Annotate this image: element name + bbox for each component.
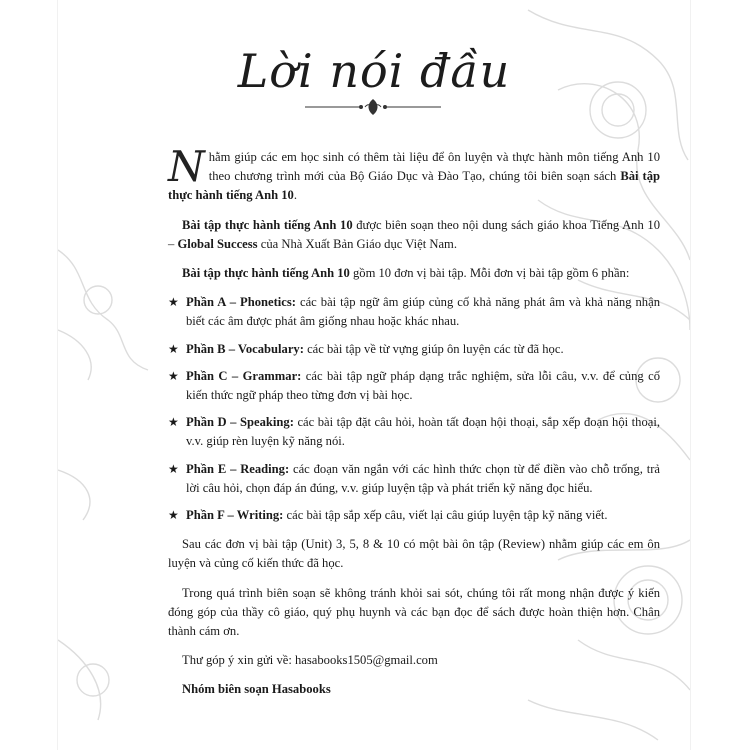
star-icon: ★ xyxy=(168,341,179,356)
star-icon: ★ xyxy=(168,368,179,383)
feedback-paragraph: Trong quá trình biên soạn sẽ không tránh khỏi sai sót, chúng tôi rất mong nhận được ý kiến đóng góp của thầy cô giáo, quý phụ huynh và các bạn đọc để sách được hoàn thiện hơn. Chân thành cám ơn. xyxy=(168,585,660,639)
review-paragraph: Sau các đơn vị bài tập (Unit) 3, 5, 8 & 10 có một bài ôn tập (Review) nhằm giúp các em ôn luyện và củng cố kiến thức đã học. xyxy=(168,537,660,571)
parts-list xyxy=(168,293,660,525)
source-paragraph: Bài tập thực hành tiếng Anh 10 được biên soạn theo nội dung sách giáo khoa Tiếng Anh 10 – Global Success của Nhà Xuất Bản Giáo dục Việt Nam. xyxy=(168,217,660,251)
intro-paragraph: Nhằm giúp các em học sinh có thêm tài liệu để ôn luyện và thực hành môn tiếng Anh 10 theo chương trình mới của Bộ Giáo Dục và Đào Tạo, chúng tôi biên soạn sách Bài tập thực hành tiếng Anh 10. xyxy=(168,142,660,203)
structure-paragraph: Bài tập thực hành tiếng Anh 10 gồm 10 đơn vị bài tập. Mỗi đơn vị bài tập gồm 6 phần: xyxy=(182,266,630,281)
book-title: Bài tập thực hành tiếng Anh 10 xyxy=(168,169,660,203)
list-item: ★ Phần E – Reading: các đoạn văn ngắn với các hình thức chọn từ để điền vào chỗ trống, trả lời câu hỏi, chọn đáp án đúng, v.v. giúp luyện tập và phát triển kỹ năng đọc hiểu. xyxy=(168,461,660,495)
list-item: ★ Phần C – Grammar: các bài tập ngữ pháp dạng trắc nghiệm, sửa lỗi câu, v.v. để củng cố kiến thức ngữ pháp theo từng đơn vị bài học. xyxy=(168,368,660,403)
list-item: ★ Phần B – Vocabulary: các bài tập về từ vựng giúp ôn luyện các từ đã học. xyxy=(168,340,660,359)
preface-body xyxy=(168,142,660,710)
star-icon: ★ xyxy=(168,295,179,310)
book-page xyxy=(58,0,690,750)
fleuron-divider-icon xyxy=(303,96,443,118)
star-icon: ★ xyxy=(168,461,179,476)
drop-cap: N xyxy=(168,142,205,191)
star-icon: ★ xyxy=(168,415,179,430)
list-item: ★ Phần A – Phonetics: các bài tập ngữ âm giúp củng cố khả năng phát âm và khả năng nhận biết các âm được phát âm giống nhau hoặc khác nhau. xyxy=(168,295,660,329)
star-icon: ★ xyxy=(168,508,179,523)
list-item: ★ Phần D – Speaking: các bài tập đặt câu hỏi, hoàn tất đoạn hội thoại, sắp xếp đoạn hội thoại, v.v. giúp rèn luyện kỹ năng nói. xyxy=(168,415,660,449)
contact-line: Thư góp ý xin gửi về: hasabooks1505@gmail.com xyxy=(182,653,438,668)
list-item: ★ Phần F – Writing: các bài tập sắp xếp câu, viết lại câu giúp luyện tập kỹ năng viết. xyxy=(168,506,660,525)
author-signature: Nhóm biên soạn Hasabooks xyxy=(182,682,331,697)
page-title: Lời nói đầu xyxy=(237,44,511,98)
